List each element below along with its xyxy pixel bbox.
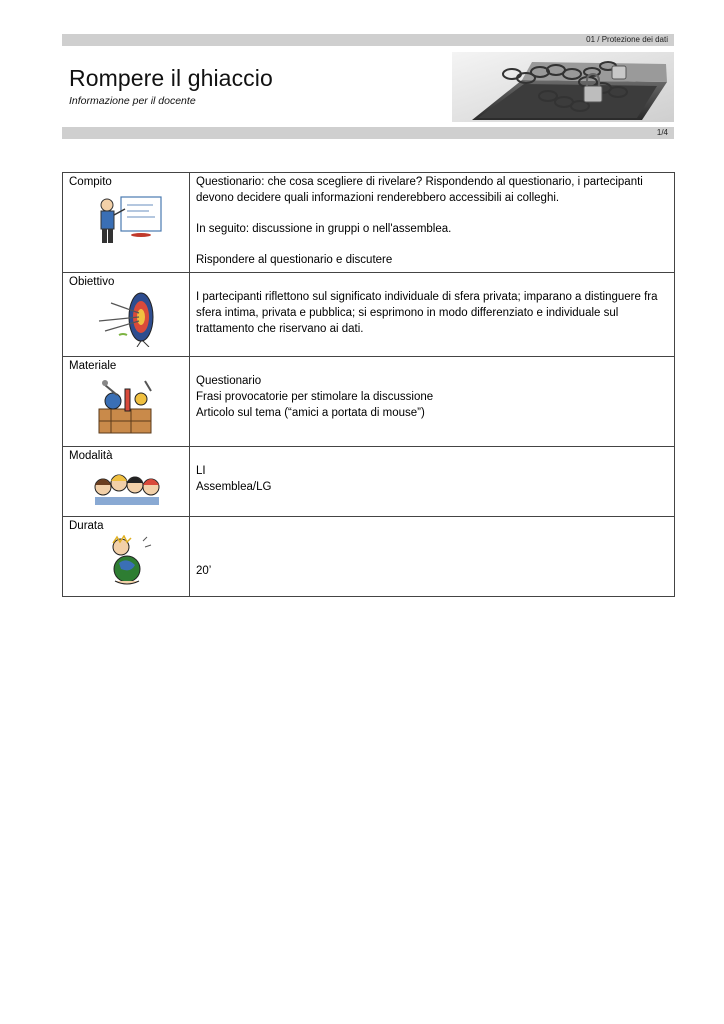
header-photo-locked-laptop: [452, 52, 674, 122]
section-header-bar: [62, 34, 674, 46]
objective-text: I partecipanti riflettono sul significato individuale di sfera privata; imparano a distinguere fra sfera intima, privata e pubblica; si esprimono in modo differenziato e individuale sul trattamento che riservano ai dati.: [196, 291, 658, 335]
row-label-cell: [63, 357, 190, 447]
table-row: [63, 273, 675, 357]
page-number: 1/4: [656, 128, 668, 137]
row-label-cell: [63, 447, 190, 517]
row-label: Durata: [69, 520, 104, 532]
row-label: Compito: [69, 176, 112, 188]
material-item: Frasi provocatorie per stimolare la discussione: [196, 391, 434, 403]
table-row: [63, 173, 675, 273]
table-row: [63, 357, 675, 447]
material-item: Articolo sul tema (“amici a portata di mouse”): [196, 407, 425, 419]
target-illustration-icon: [91, 291, 183, 352]
row-content-cell: [190, 447, 675, 517]
table-row: [63, 517, 675, 597]
material-item: Questionario: [196, 375, 262, 387]
task-description: Questionario: che cosa scegliere di rivelare? Rispondendo al questionario, i partecipanti devono decidere quali informazioni renderebbero accessibili ai colleghi.: [196, 176, 643, 204]
row-content-cell: [190, 517, 675, 597]
row-content-cell: [190, 173, 675, 273]
row-label: Modalità: [69, 450, 113, 462]
mode-item: Assemblea/LG: [196, 481, 272, 493]
task-summary: Rispondere al questionario e discutere: [196, 254, 393, 266]
row-label-cell: [63, 173, 190, 273]
page-subtitle: Informazione per il docente: [69, 95, 196, 107]
row-content-cell: [190, 273, 675, 357]
mode-item: LI: [196, 465, 206, 477]
group-illustration-icon: [91, 465, 183, 512]
teacher-illustration-icon: [91, 191, 183, 252]
row-content-cell: [190, 357, 675, 447]
toolbox-illustration-icon: [91, 375, 183, 442]
section-label: 01 / Protezione dei dati: [586, 35, 668, 44]
hourglass-illustration-icon: [91, 535, 183, 592]
row-label-cell: [63, 273, 190, 357]
page-title: Rompere il ghiaccio: [69, 65, 273, 91]
duration-value: 20’: [196, 565, 212, 577]
lesson-info-table: [62, 172, 675, 597]
row-label: Materiale: [69, 360, 117, 372]
task-followup: In seguito: discussione in gruppi o nell'assemblea.: [196, 223, 452, 235]
row-label-cell: [63, 517, 190, 597]
row-label: Obiettivo: [69, 276, 115, 288]
table-row: [63, 447, 675, 517]
